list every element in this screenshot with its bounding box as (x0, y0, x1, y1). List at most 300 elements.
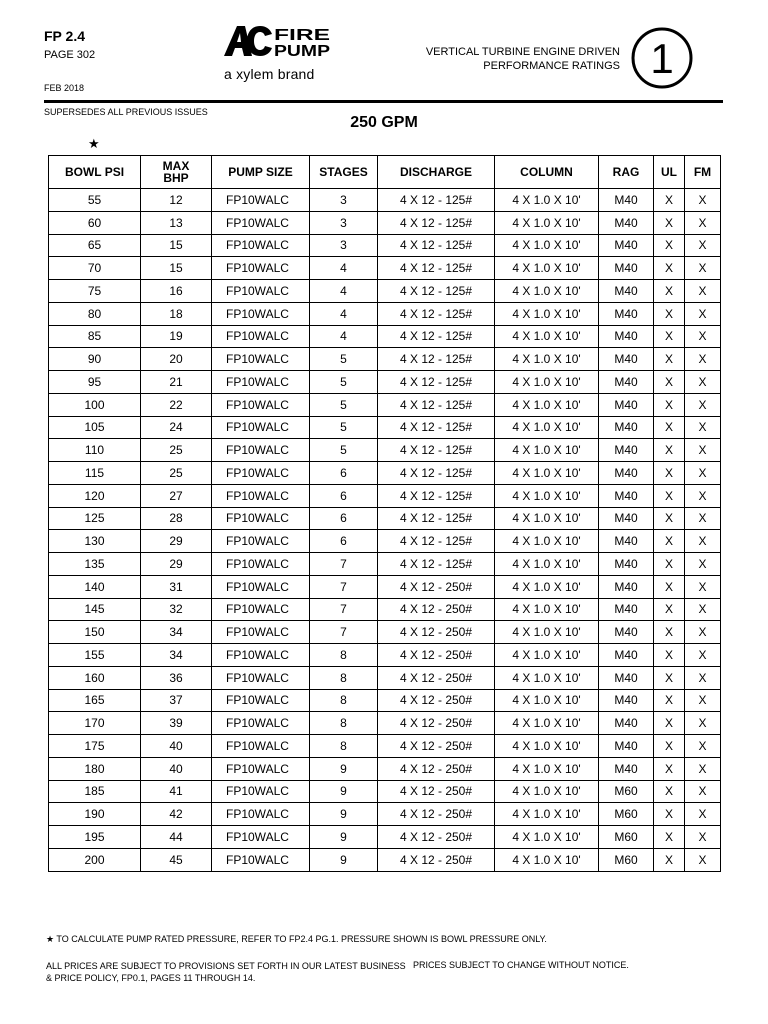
cell-column: 4 X 1.0 X 10' (495, 462, 599, 485)
cell-discharge: 4 X 12 - 250# (378, 803, 495, 826)
cell-bowl-psi: 165 (49, 689, 141, 712)
table-row (49, 621, 721, 644)
table-row (49, 598, 721, 621)
cell-discharge: 4 X 12 - 125# (378, 462, 495, 485)
header-description (426, 45, 620, 73)
cell-fm: X (685, 553, 721, 576)
cell-rag: M40 (599, 644, 654, 667)
column-header-discharge: DISCHARGE (378, 156, 495, 189)
cell-bowl-psi: 60 (49, 211, 141, 234)
cell-pump-size: FP10WALC (212, 439, 310, 462)
cell-max-bhp: 29 (141, 530, 212, 553)
cell-rag: M40 (599, 553, 654, 576)
cell-pump-size: FP10WALC (212, 257, 310, 280)
table-row (49, 826, 721, 849)
cell-max-bhp: 25 (141, 462, 212, 485)
cell-ul: X (654, 826, 685, 849)
cell-max-bhp: 45 (141, 848, 212, 871)
cell-stages: 3 (310, 189, 378, 212)
cell-max-bhp: 15 (141, 257, 212, 280)
cell-fm: X (685, 189, 721, 212)
cell-discharge: 4 X 12 - 250# (378, 621, 495, 644)
cell-stages: 6 (310, 507, 378, 530)
cell-stages: 5 (310, 393, 378, 416)
cell-fm: X (685, 666, 721, 689)
cell-discharge: 4 X 12 - 250# (378, 826, 495, 849)
cell-rag: M40 (599, 189, 654, 212)
table-row (49, 712, 721, 735)
footnote-text: TO CALCULATE PUMP RATED PRESSURE, REFER TO FP2.4 PG.1. PRESSURE SHOWN IS BOWL PRESSURE ONLY. (56, 934, 547, 944)
cell-max-bhp: 16 (141, 280, 212, 303)
issue-date: FEB 2018 (44, 83, 85, 93)
cell-max-bhp: 15 (141, 234, 212, 257)
cell-rag: M60 (599, 826, 654, 849)
cell-ul: X (654, 598, 685, 621)
column-header-column: COLUMN (495, 156, 599, 189)
cell-stages: 4 (310, 280, 378, 303)
cell-column: 4 X 1.0 X 10' (495, 393, 599, 416)
cell-fm: X (685, 621, 721, 644)
table-row (49, 507, 721, 530)
cell-bowl-psi: 160 (49, 666, 141, 689)
cell-ul: X (654, 484, 685, 507)
cell-ul: X (654, 325, 685, 348)
svg-text:FIRE: FIRE (274, 27, 331, 44)
cell-bowl-psi: 65 (49, 234, 141, 257)
cell-pump-size: FP10WALC (212, 735, 310, 758)
cell-rag: M40 (599, 257, 654, 280)
cell-max-bhp: 20 (141, 348, 212, 371)
cell-rag: M40 (599, 280, 654, 303)
cell-column: 4 X 1.0 X 10' (495, 280, 599, 303)
cell-column: 4 X 1.0 X 10' (495, 575, 599, 598)
cell-fm: X (685, 302, 721, 325)
cell-discharge: 4 X 12 - 125# (378, 257, 495, 280)
cell-fm: X (685, 735, 721, 758)
cell-column: 4 X 1.0 X 10' (495, 553, 599, 576)
cell-rag: M40 (599, 712, 654, 735)
price-change-notice: PRICES SUBJECT TO CHANGE WITHOUT NOTICE. (413, 960, 629, 970)
cell-stages: 5 (310, 371, 378, 394)
cell-discharge: 4 X 12 - 125# (378, 234, 495, 257)
cell-stages: 6 (310, 462, 378, 485)
section-number: 1 (650, 35, 674, 82)
cell-stages: 4 (310, 302, 378, 325)
cell-rag: M40 (599, 234, 654, 257)
table-header-row (49, 156, 721, 189)
header-divider (44, 100, 723, 103)
cell-pump-size: FP10WALC (212, 507, 310, 530)
cell-max-bhp: 24 (141, 416, 212, 439)
cell-column: 4 X 1.0 X 10' (495, 530, 599, 553)
cell-column: 4 X 1.0 X 10' (495, 848, 599, 871)
cell-pump-size: FP10WALC (212, 826, 310, 849)
cell-rag: M40 (599, 757, 654, 780)
cell-max-bhp: 22 (141, 393, 212, 416)
cell-fm: X (685, 484, 721, 507)
cell-fm: X (685, 348, 721, 371)
cell-max-bhp: 27 (141, 484, 212, 507)
cell-discharge: 4 X 12 - 125# (378, 393, 495, 416)
cell-fm: X (685, 439, 721, 462)
cell-max-bhp: 12 (141, 189, 212, 212)
cell-fm: X (685, 371, 721, 394)
cell-pump-size: FP10WALC (212, 484, 310, 507)
cell-rag: M40 (599, 416, 654, 439)
cell-discharge: 4 X 12 - 250# (378, 757, 495, 780)
cell-bowl-psi: 185 (49, 780, 141, 803)
cell-max-bhp: 21 (141, 371, 212, 394)
cell-bowl-psi: 105 (49, 416, 141, 439)
cell-pump-size: FP10WALC (212, 348, 310, 371)
cell-ul: X (654, 575, 685, 598)
table-row (49, 462, 721, 485)
description-line-1: VERTICAL TURBINE ENGINE DRIVEN (425, 46, 620, 58)
cell-column: 4 X 1.0 X 10' (495, 348, 599, 371)
cell-fm: X (685, 598, 721, 621)
cell-column: 4 X 1.0 X 10' (495, 211, 599, 234)
cell-bowl-psi: 95 (49, 371, 141, 394)
cell-rag: M40 (599, 689, 654, 712)
xylem-brand-tagline: a xylem brand (224, 66, 315, 82)
cell-fm: X (685, 416, 721, 439)
column-header-ul: UL (654, 156, 685, 189)
column-header-bowl-psi: BOWL PSI (49, 156, 141, 189)
cell-stages: 5 (310, 439, 378, 462)
cell-column: 4 X 1.0 X 10' (495, 189, 599, 212)
cell-column: 4 X 1.0 X 10' (495, 735, 599, 758)
cell-ul: X (654, 280, 685, 303)
cell-bowl-psi: 115 (49, 462, 141, 485)
table-row (49, 553, 721, 576)
cell-ul: X (654, 257, 685, 280)
cell-discharge: 4 X 12 - 125# (378, 302, 495, 325)
table-row (49, 189, 721, 212)
cell-bowl-psi: 145 (49, 598, 141, 621)
cell-rag: M40 (599, 302, 654, 325)
cell-column: 4 X 1.0 X 10' (495, 666, 599, 689)
cell-stages: 9 (310, 848, 378, 871)
cell-discharge: 4 X 12 - 125# (378, 371, 495, 394)
cell-fm: X (685, 712, 721, 735)
cell-rag: M40 (599, 575, 654, 598)
table-row (49, 484, 721, 507)
cell-bowl-psi: 120 (49, 484, 141, 507)
section-number-badge (631, 27, 693, 89)
cell-ul: X (654, 666, 685, 689)
table-row (49, 439, 721, 462)
cell-fm: X (685, 689, 721, 712)
cell-column: 4 X 1.0 X 10' (495, 416, 599, 439)
cell-column: 4 X 1.0 X 10' (495, 598, 599, 621)
cell-column: 4 X 1.0 X 10' (495, 325, 599, 348)
description-line-2: PERFORMANCE RATINGS (483, 60, 620, 72)
cell-discharge: 4 X 12 - 250# (378, 666, 495, 689)
cell-column: 4 X 1.0 X 10' (495, 507, 599, 530)
cell-column: 4 X 1.0 X 10' (495, 439, 599, 462)
column-header-fm: FM (685, 156, 721, 189)
cell-rag: M40 (599, 462, 654, 485)
cell-pump-size: FP10WALC (212, 416, 310, 439)
cell-bowl-psi: 110 (49, 439, 141, 462)
pricing-policy-note: ALL PRICES ARE SUBJECT TO PROVISIONS SET FORTH IN OUR LATEST BUSINESS & PRICE POLICY, FP0.1, PAGES 11 THROUGH 14. (46, 961, 406, 983)
cell-bowl-psi: 200 (49, 848, 141, 871)
cell-bowl-psi: 140 (49, 575, 141, 598)
cell-discharge: 4 X 12 - 125# (378, 325, 495, 348)
cell-bowl-psi: 175 (49, 735, 141, 758)
cell-column: 4 X 1.0 X 10' (495, 644, 599, 667)
cell-discharge: 4 X 12 - 125# (378, 507, 495, 530)
table-row (49, 644, 721, 667)
cell-pump-size: FP10WALC (212, 553, 310, 576)
cell-column: 4 X 1.0 X 10' (495, 621, 599, 644)
cell-ul: X (654, 757, 685, 780)
cell-pump-size: FP10WALC (212, 325, 310, 348)
column-header-rag: RAG (599, 156, 654, 189)
cell-ul: X (654, 462, 685, 485)
cell-fm: X (685, 848, 721, 871)
cell-bowl-psi: 100 (49, 393, 141, 416)
cell-discharge: 4 X 12 - 250# (378, 848, 495, 871)
cell-discharge: 4 X 12 - 125# (378, 189, 495, 212)
cell-rag: M40 (599, 439, 654, 462)
cell-stages: 4 (310, 325, 378, 348)
cell-stages: 7 (310, 575, 378, 598)
cell-fm: X (685, 507, 721, 530)
table-row (49, 234, 721, 257)
cell-fm: X (685, 462, 721, 485)
cell-ul: X (654, 712, 685, 735)
cell-fm: X (685, 644, 721, 667)
table-row (49, 280, 721, 303)
cell-fm: X (685, 257, 721, 280)
cell-fm: X (685, 530, 721, 553)
cell-pump-size: FP10WALC (212, 621, 310, 644)
cell-pump-size: FP10WALC (212, 848, 310, 871)
cell-stages: 5 (310, 416, 378, 439)
table-row (49, 780, 721, 803)
table-row (49, 803, 721, 826)
cell-rag: M40 (599, 211, 654, 234)
cell-discharge: 4 X 12 - 125# (378, 439, 495, 462)
cell-max-bhp: 13 (141, 211, 212, 234)
cell-ul: X (654, 644, 685, 667)
svg-text:PUMP: PUMP (274, 43, 331, 60)
cell-fm: X (685, 234, 721, 257)
cell-bowl-psi: 135 (49, 553, 141, 576)
cell-fm: X (685, 280, 721, 303)
cell-max-bhp: 40 (141, 757, 212, 780)
cell-pump-size: FP10WALC (212, 780, 310, 803)
cell-fm: X (685, 211, 721, 234)
cell-rag: M60 (599, 780, 654, 803)
ac-fire-pump-logo (224, 24, 334, 86)
table-row (49, 689, 721, 712)
cell-column: 4 X 1.0 X 10' (495, 257, 599, 280)
column-header-pump-size: PUMP SIZE (212, 156, 310, 189)
cell-discharge: 4 X 12 - 125# (378, 530, 495, 553)
cell-bowl-psi: 90 (49, 348, 141, 371)
cell-fm: X (685, 803, 721, 826)
cell-column: 4 X 1.0 X 10' (495, 302, 599, 325)
cell-bowl-psi: 190 (49, 803, 141, 826)
cell-stages: 7 (310, 621, 378, 644)
cell-pump-size: FP10WALC (212, 803, 310, 826)
cell-column: 4 X 1.0 X 10' (495, 371, 599, 394)
cell-ul: X (654, 780, 685, 803)
cell-fm: X (685, 393, 721, 416)
table-row (49, 371, 721, 394)
performance-ratings-table (48, 155, 721, 872)
cell-ul: X (654, 553, 685, 576)
cell-column: 4 X 1.0 X 10' (495, 780, 599, 803)
cell-ul: X (654, 211, 685, 234)
cell-ul: X (654, 689, 685, 712)
cell-ul: X (654, 803, 685, 826)
cell-bowl-psi: 155 (49, 644, 141, 667)
page-number: PAGE 302 (44, 49, 96, 61)
cell-discharge: 4 X 12 - 125# (378, 280, 495, 303)
cell-pump-size: FP10WALC (212, 280, 310, 303)
cell-ul: X (654, 848, 685, 871)
cell-max-bhp: 25 (141, 439, 212, 462)
cell-ul: X (654, 371, 685, 394)
cell-stages: 8 (310, 712, 378, 735)
cell-max-bhp: 18 (141, 302, 212, 325)
cell-stages: 4 (310, 257, 378, 280)
cell-discharge: 4 X 12 - 125# (378, 211, 495, 234)
cell-discharge: 4 X 12 - 125# (378, 348, 495, 371)
cell-rag: M40 (599, 735, 654, 758)
cell-bowl-psi: 150 (49, 621, 141, 644)
cell-pump-size: FP10WALC (212, 462, 310, 485)
cell-stages: 3 (310, 211, 378, 234)
cell-ul: X (654, 416, 685, 439)
table-row (49, 348, 721, 371)
cell-discharge: 4 X 12 - 250# (378, 712, 495, 735)
cell-pump-size: FP10WALC (212, 234, 310, 257)
cell-pump-size: FP10WALC (212, 598, 310, 621)
table-row (49, 575, 721, 598)
cell-bowl-psi: 125 (49, 507, 141, 530)
cell-stages: 8 (310, 666, 378, 689)
cell-discharge: 4 X 12 - 250# (378, 598, 495, 621)
cell-bowl-psi: 55 (49, 189, 141, 212)
cell-stages: 7 (310, 598, 378, 621)
cell-max-bhp: 31 (141, 575, 212, 598)
cell-max-bhp: 36 (141, 666, 212, 689)
document-code: FP 2.4 (44, 28, 85, 44)
cell-ul: X (654, 507, 685, 530)
cell-pump-size: FP10WALC (212, 211, 310, 234)
cell-pump-size: FP10WALC (212, 189, 310, 212)
cell-column: 4 X 1.0 X 10' (495, 826, 599, 849)
cell-discharge: 4 X 12 - 250# (378, 735, 495, 758)
cell-stages: 8 (310, 689, 378, 712)
cell-pump-size: FP10WALC (212, 302, 310, 325)
cell-max-bhp: 40 (141, 735, 212, 758)
cell-stages: 6 (310, 530, 378, 553)
cell-max-bhp: 19 (141, 325, 212, 348)
cell-pump-size: FP10WALC (212, 666, 310, 689)
cell-column: 4 X 1.0 X 10' (495, 712, 599, 735)
cell-max-bhp: 37 (141, 689, 212, 712)
cell-pump-size: FP10WALC (212, 371, 310, 394)
column-header-stages: STAGES (310, 156, 378, 189)
cell-pump-size: FP10WALC (212, 644, 310, 667)
cell-bowl-psi: 85 (49, 325, 141, 348)
cell-max-bhp: 42 (141, 803, 212, 826)
cell-discharge: 4 X 12 - 250# (378, 644, 495, 667)
cell-max-bhp: 39 (141, 712, 212, 735)
table-row (49, 211, 721, 234)
cell-rag: M40 (599, 371, 654, 394)
cell-pump-size: FP10WALC (212, 393, 310, 416)
table-row (49, 302, 721, 325)
cell-pump-size: FP10WALC (212, 757, 310, 780)
cell-ul: X (654, 735, 685, 758)
cell-stages: 8 (310, 735, 378, 758)
cell-discharge: 4 X 12 - 125# (378, 484, 495, 507)
column-header-max-bhp: MAX BHP (141, 156, 212, 189)
star-icon: ★ (46, 934, 55, 944)
cell-rag: M40 (599, 621, 654, 644)
table-body (49, 189, 721, 872)
cell-column: 4 X 1.0 X 10' (495, 803, 599, 826)
table-row (49, 416, 721, 439)
table-row (49, 325, 721, 348)
cell-stages: 9 (310, 757, 378, 780)
cell-stages: 8 (310, 644, 378, 667)
cell-max-bhp: 32 (141, 598, 212, 621)
table-row (49, 393, 721, 416)
cell-column: 4 X 1.0 X 10' (495, 757, 599, 780)
cell-discharge: 4 X 12 - 250# (378, 575, 495, 598)
cell-fm: X (685, 757, 721, 780)
cell-max-bhp: 34 (141, 644, 212, 667)
cell-discharge: 4 X 12 - 250# (378, 689, 495, 712)
cell-fm: X (685, 780, 721, 803)
cell-pump-size: FP10WALC (212, 575, 310, 598)
cell-bowl-psi: 195 (49, 826, 141, 849)
cell-rag: M60 (599, 803, 654, 826)
flow-title: 250 GPM (350, 114, 418, 131)
cell-rag: M40 (599, 507, 654, 530)
cell-discharge: 4 X 12 - 250# (378, 780, 495, 803)
cell-column: 4 X 1.0 X 10' (495, 484, 599, 507)
table-row (49, 735, 721, 758)
cell-column: 4 X 1.0 X 10' (495, 234, 599, 257)
cell-discharge: 4 X 12 - 125# (378, 553, 495, 576)
cell-max-bhp: 29 (141, 553, 212, 576)
table-row (49, 848, 721, 871)
cell-rag: M40 (599, 666, 654, 689)
cell-max-bhp: 41 (141, 780, 212, 803)
table-row (49, 530, 721, 553)
cell-stages: 5 (310, 348, 378, 371)
cell-rag: M40 (599, 484, 654, 507)
cell-ul: X (654, 348, 685, 371)
cell-rag: M40 (599, 348, 654, 371)
cell-ul: X (654, 530, 685, 553)
supersedes-note: SUPERSEDES ALL PREVIOUS ISSUES (44, 107, 208, 117)
cell-ul: X (654, 393, 685, 416)
cell-pump-size: FP10WALC (212, 689, 310, 712)
cell-rag: M40 (599, 598, 654, 621)
cell-rag: M40 (599, 530, 654, 553)
cell-max-bhp: 34 (141, 621, 212, 644)
cell-rag: M40 (599, 393, 654, 416)
